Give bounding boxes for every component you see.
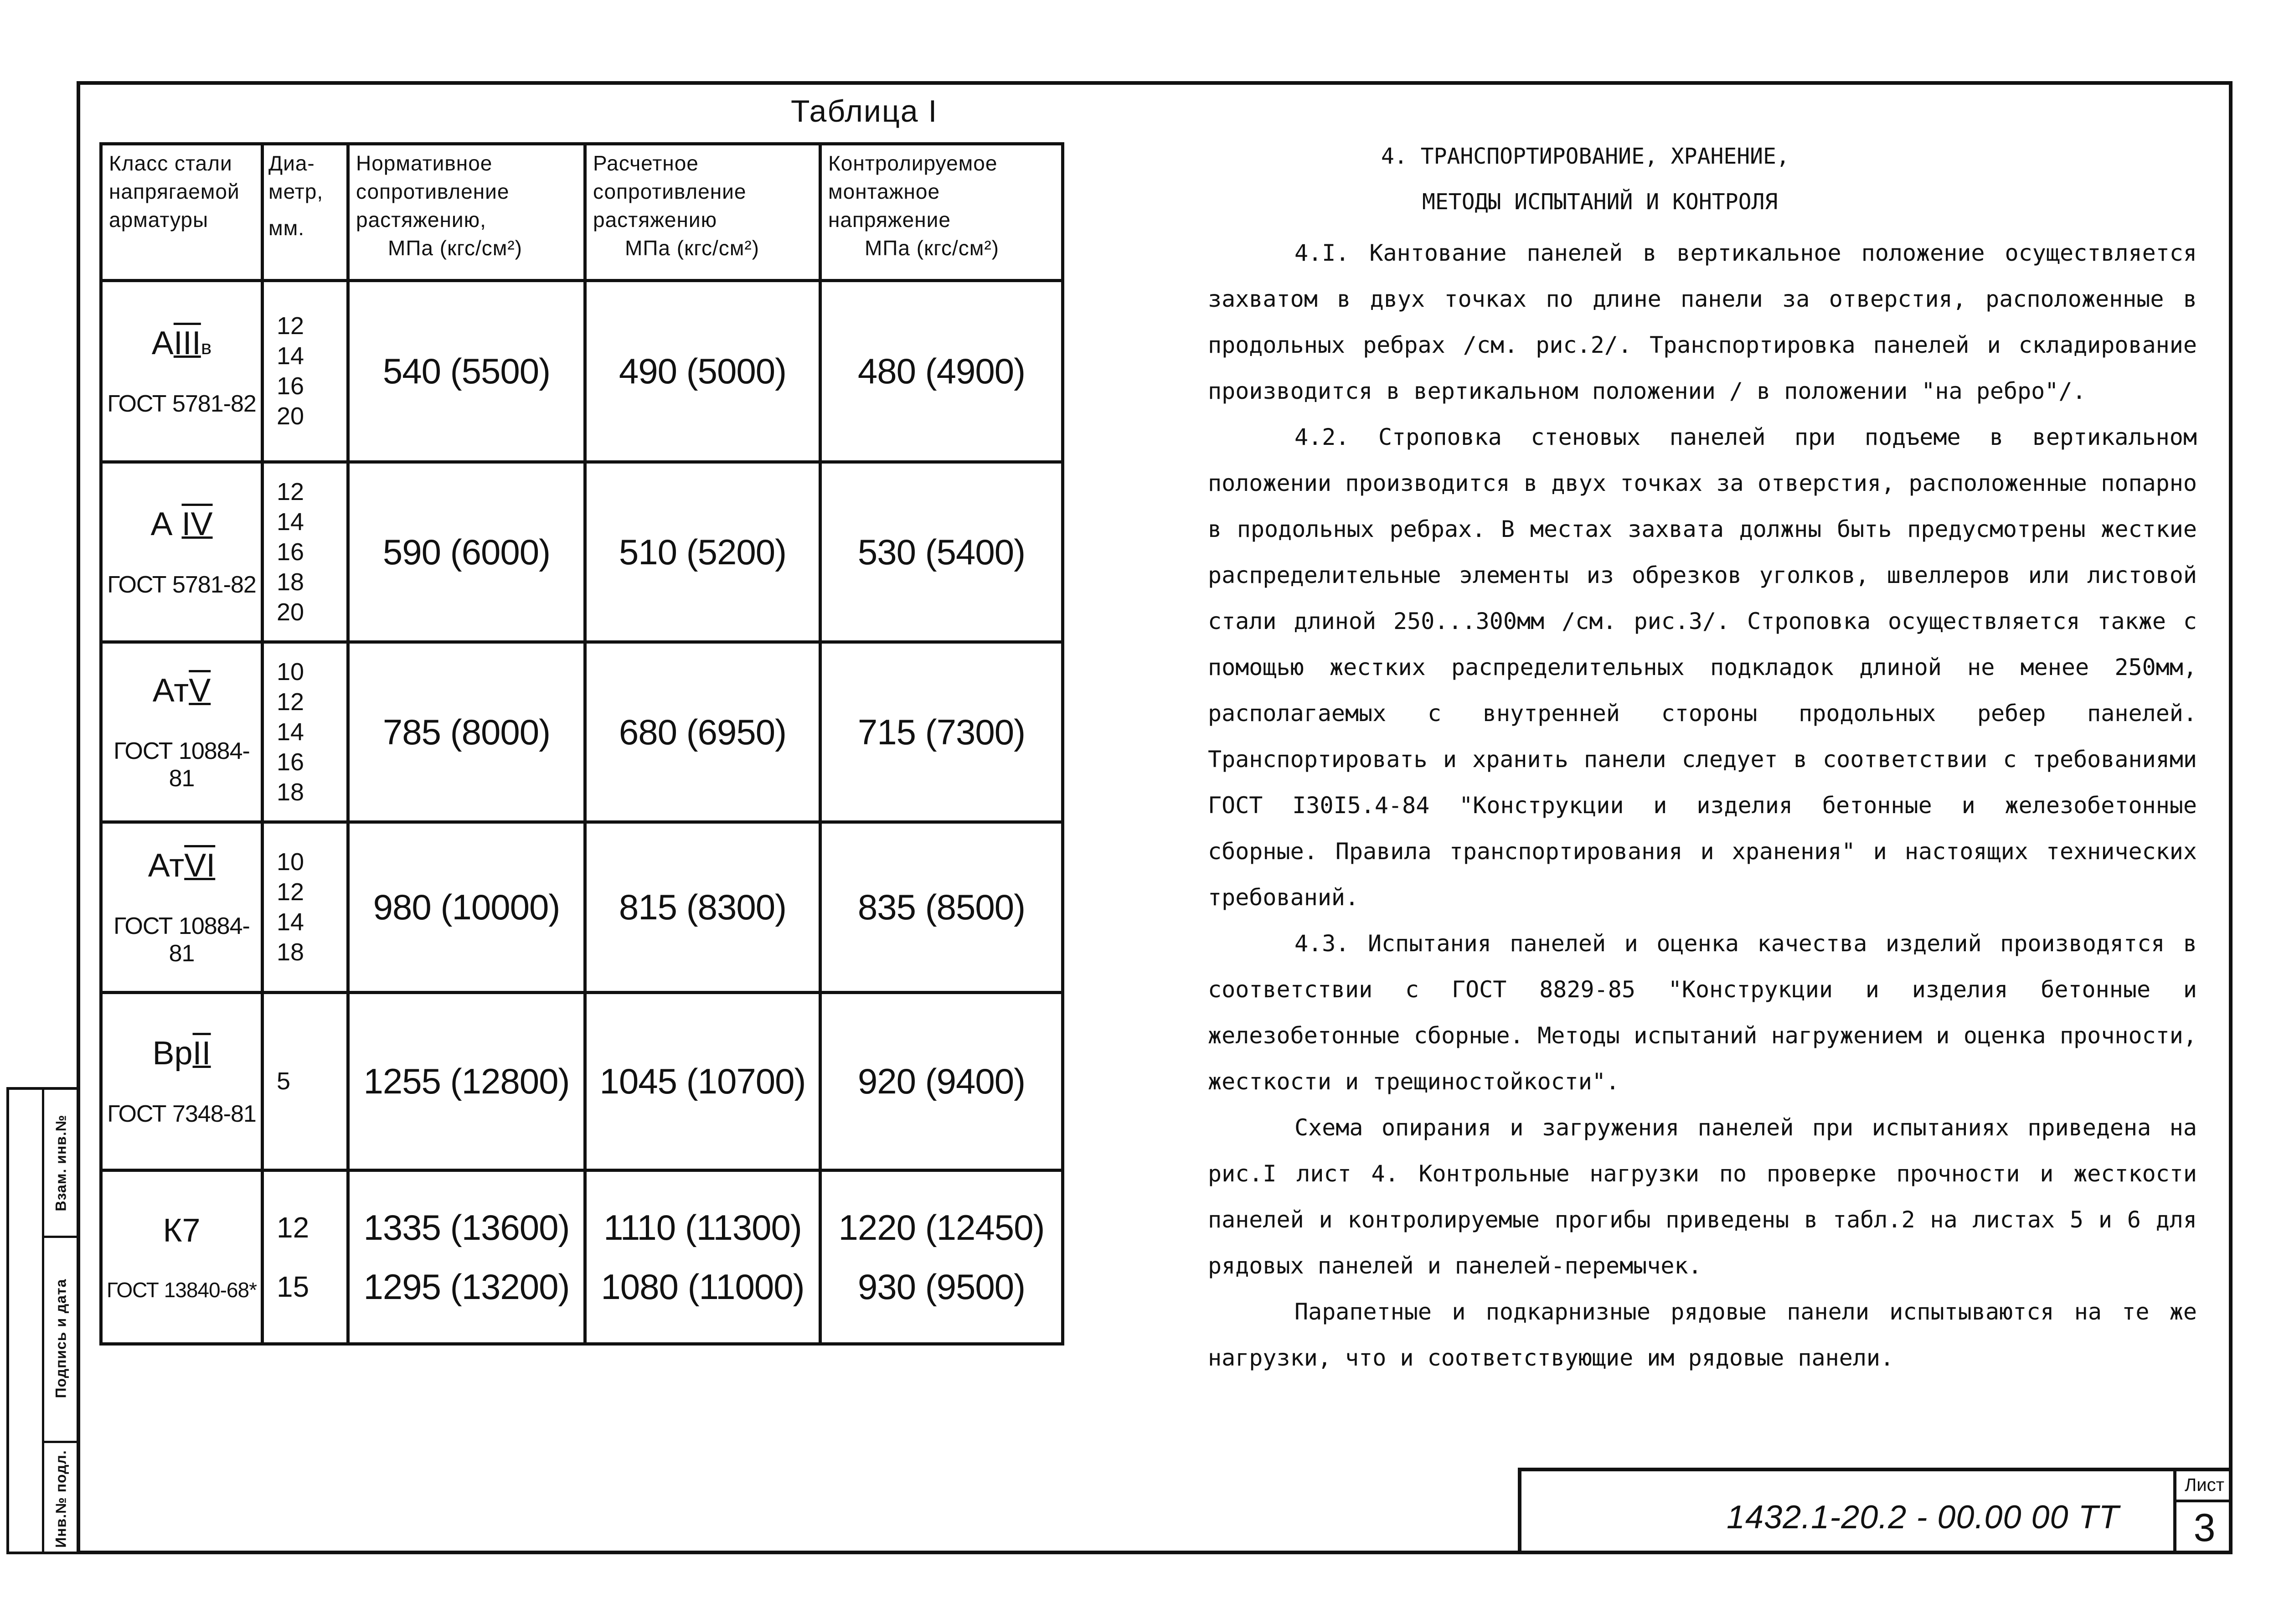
side-stamp [6, 1087, 80, 1554]
design-value: 815 (8300) [585, 822, 820, 992]
steel-class-cell: ВрII ГОСТ 7348-81 [101, 992, 263, 1170]
paragraph: 4.3. Испытания панелей и оценка качества изделий производятся в соответствии с ГОСТ 8829-85 "Конструкции и изделия бетонные и железобетонные сборные. Методы испытаний нагружением и оценка прочности, жесткости и трещиностойкости". [1208, 930, 2197, 1095]
control-value: 1220 (12450) 930 (9500) [820, 1170, 1063, 1344]
steel-class-cell: АтV ГОСТ 10884-81 [101, 642, 263, 822]
document-code: 1432.1-20.2 - 00.00 00 ТТ [1727, 1499, 2119, 1536]
normative-value: 1335 (13600) 1295 (13200) [348, 1170, 585, 1344]
header-steel-class: Класс стали напрягаемой арматуры [101, 144, 263, 281]
table-row [101, 281, 1063, 462]
title-block [1518, 1468, 2233, 1554]
design-value: 1045 (10700) [585, 992, 820, 1170]
diameter-cell: 12 15 [263, 1170, 348, 1344]
diameter-cell: 12 14 16 20 [263, 281, 348, 462]
section-heading: 4. ТРАНСПОРТИРОВАНИЕ, ХРАНЕНИЕ, МЕТОДЫ ИСПЫТАНИЙ И КОНТРОЛЯ [1381, 144, 1789, 215]
control-value: 715 (7300) [820, 642, 1063, 822]
table-title: Таблица I [791, 94, 938, 129]
side-stamp-vzam-inv: Взам. инв.№ [42, 1090, 80, 1238]
sheet-label: Лист [2176, 1471, 2233, 1502]
design-value: 510 (5200) [585, 462, 820, 642]
table-row [101, 642, 1063, 822]
diameter-cell: 10 12 14 18 [263, 822, 348, 992]
sheet-box [2173, 1471, 2233, 1554]
header-diameter: Диа- метр, мм. [263, 144, 348, 281]
control-value: 530 (5400) [820, 462, 1063, 642]
paragraph: 4.2. Строповка стеновых панелей при подъеме в вертикальном положении производится в двух точках за отверстия, расположенные попарно в продольных ребрах. В местах захвата должны быть предусмотрены жесткие распределительные элементы из обрезков уголков, швеллеров или листовой стали длиной 250...300мм /см. рис.3/. Строповка осуществляется также с помощью жестких распределительных подкладок длиной не менее 250мм, располагаемых с внутренней стороны продольных ребер панелей. Транспортировать и хранить панели следует в соответствии с требованиями ГОСТ I30I5.4-84 "Конструкции и изделия бетонные и железобетонные сборные. Правила транспортирования и хранения" и настоящих технических требований. [1208, 424, 2197, 911]
table-row [101, 992, 1063, 1170]
control-value: 835 (8500) [820, 822, 1063, 992]
design-value: 680 (6950) [585, 642, 820, 822]
header-control: Контролируемое монтажное напряжение МПа (кгс/см²) [820, 144, 1063, 281]
normative-value: 590 (6000) [348, 462, 585, 642]
side-stamp-inv-podl: Инв.№ подл. [52, 1450, 69, 1548]
steel-class-cell: К7 ГОСТ 13840-68* [101, 1170, 263, 1344]
section-body [1208, 230, 2197, 1381]
paragraph: 4.I. Кантование панелей в вертикальное положение осуществляется захватом в двух точках по длине панели за отверстия, расположенные в продольных ребрах /см. рис.2/. Транспортировка панелей и складирование производится в вертикальном положении / в положении "на ребро"/. [1208, 240, 2197, 404]
table-row [101, 462, 1063, 642]
normative-value: 1255 (12800) [348, 992, 585, 1170]
steel-class-cell: А IV ГОСТ 5781-82 [101, 462, 263, 642]
header-design: Расчетное сопротивление растяжению МПа (кгс/см²) [585, 144, 820, 281]
diameter-cell: 12 14 16 18 20 [263, 462, 348, 642]
side-stamp-podpis-data: Подпись и дата [42, 1236, 80, 1443]
steel-class-cell: АIIIв ГОСТ 5781-82 [101, 281, 263, 462]
steel-table [99, 142, 1061, 1346]
paragraph: Схема опирания и загружения панелей при испытаниях приведена на рис.I лист 4. Контрольные нагрузки по проверке прочности и жесткости панелей и контролируемые прогибы приведены в табл.2 на листах 5 и 6 для рядовых панелей и панелей-перемычек. [1208, 1114, 2197, 1279]
header-normative: Нормативное сопротивление растяжению, МПа (кгс/см²) [348, 144, 585, 281]
diameter-cell: 5 [263, 992, 348, 1170]
normative-value: 540 (5500) [348, 281, 585, 462]
diameter-cell: 10 12 14 16 18 [263, 642, 348, 822]
control-value: 480 (4900) [820, 281, 1063, 462]
table-row [101, 1170, 1063, 1344]
table-row [101, 822, 1063, 992]
steel-class-cell: АтVI ГОСТ 10884-81 [101, 822, 263, 992]
paragraph: Парапетные и подкарнизные рядовые панели испытываются на те же нагрузки, что и соответствующие им рядовые панели. [1208, 1299, 2197, 1371]
sheet-number: 3 [2193, 1506, 2216, 1550]
control-value: 920 (9400) [820, 992, 1063, 1170]
normative-value: 980 (10000) [348, 822, 585, 992]
normative-value: 785 (8000) [348, 642, 585, 822]
design-value: 1110 (11300) 1080 (11000) [585, 1170, 820, 1344]
design-value: 490 (5000) [585, 281, 820, 462]
